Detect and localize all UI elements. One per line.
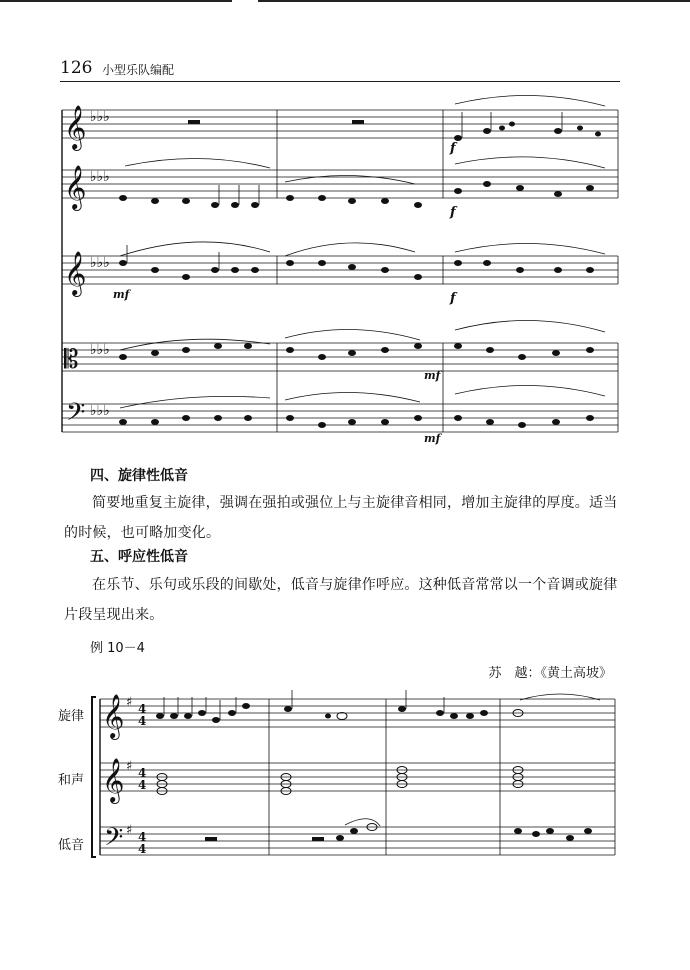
- score-excerpt-2: [0, 690, 690, 880]
- book-title: 小型乐队编配: [102, 63, 175, 77]
- page-number: 126: [60, 58, 93, 78]
- staff-label-bass: 低音: [58, 838, 85, 853]
- svg-text:4: 4: [138, 702, 147, 716]
- section4-heading: 四、旋律性低音: [90, 468, 188, 484]
- dynamic-mark: f: [450, 141, 456, 156]
- staff4-notes: [119, 343, 594, 360]
- svg-text:𝄞: 𝄞: [102, 758, 125, 802]
- svg-text:𝄡: 𝄡: [64, 345, 79, 375]
- header-rule: [60, 81, 620, 82]
- dynamic-mark: f: [450, 291, 456, 306]
- staff-5: [62, 404, 618, 432]
- svg-text:𝄞: 𝄞: [102, 694, 125, 738]
- svg-text:𝄞: 𝄞: [64, 105, 87, 149]
- score-excerpt-1: [0, 90, 690, 530]
- staff-2: [62, 170, 618, 198]
- example-source: 苏 越：《黄土高坡》: [488, 666, 612, 681]
- svg-text:4: 4: [138, 830, 147, 844]
- staff-label-melody: 旋律: [58, 709, 85, 724]
- section5-text: 在乐节、乐句或乐段的间歇处，低音与旋律作呼应。这种低音常常以一个音调或旋律片段呈现出来。: [64, 577, 618, 623]
- staff-melody: [100, 699, 615, 727]
- dynamic-mark: mf: [424, 369, 441, 382]
- svg-text:♭♭♭: ♭♭♭: [90, 403, 110, 419]
- top-border: [0, 0, 690, 4]
- dynamic-mark: f: [450, 205, 456, 220]
- dynamic-mark: mf: [113, 288, 130, 301]
- staff-label-harmony: 和声: [58, 773, 85, 788]
- svg-text:4: 4: [138, 714, 147, 728]
- svg-text:4: 4: [138, 778, 147, 792]
- section4-text: 简要地重复主旋律，强调在强拍或强位上与主旋律音相同，增加主旋律的厚度。适当的时候，也可略加变化。: [64, 495, 618, 541]
- svg-text:♭♭♭: ♭♭♭: [90, 255, 110, 271]
- staff-4: [62, 343, 618, 371]
- svg-text:𝄞: 𝄞: [64, 251, 87, 295]
- staff5-notes: [119, 415, 594, 428]
- staff-harmony: [100, 763, 615, 791]
- svg-text:♯: ♯: [126, 759, 133, 774]
- svg-text:𝄢: 𝄢: [66, 398, 86, 433]
- svg-text:4: 4: [138, 766, 147, 780]
- svg-text:♭♭♭: ♭♭♭: [90, 109, 110, 125]
- svg-text:♯: ♯: [126, 695, 133, 710]
- svg-text:𝄞: 𝄞: [64, 165, 87, 209]
- staff-1: [62, 110, 618, 138]
- dynamic-mark: mf: [424, 432, 441, 445]
- staff2-notes: [119, 181, 594, 208]
- svg-text:♭♭♭: ♭♭♭: [90, 169, 110, 185]
- staff-3: [62, 256, 618, 284]
- section5-heading: 五、呼应性低音: [90, 549, 188, 565]
- example-label: 例 10－4: [90, 641, 145, 656]
- svg-text:𝄢: 𝄢: [104, 823, 124, 858]
- svg-text:4: 4: [138, 842, 147, 856]
- svg-text:♯: ♯: [126, 823, 133, 838]
- svg-text:♭♭♭: ♭♭♭: [90, 342, 110, 358]
- page-header: [60, 58, 620, 84]
